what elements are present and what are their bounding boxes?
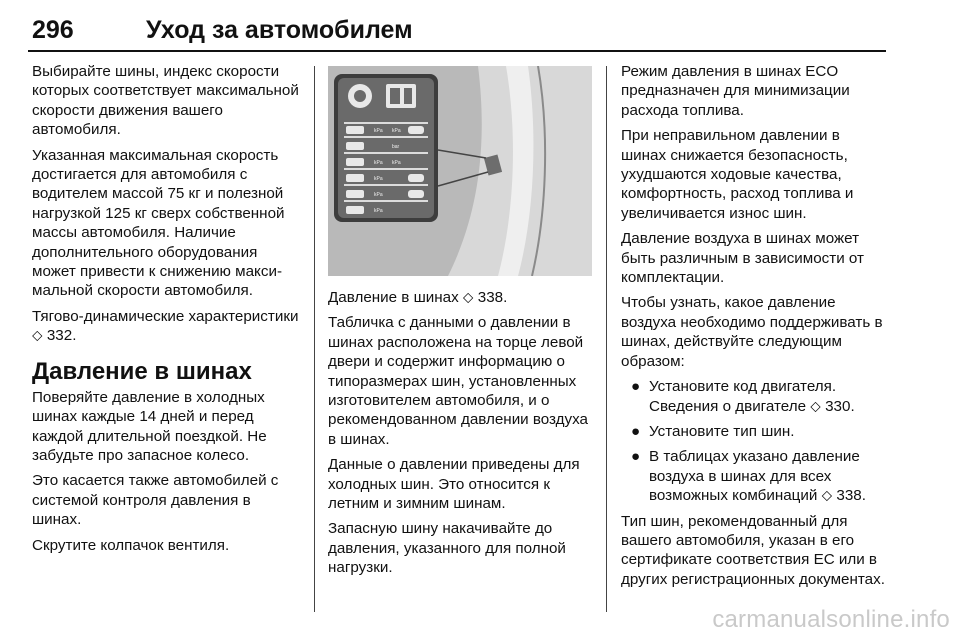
list-item-text: Установите код двигателя. Сведения о двигателе ⬦ 330. [649,378,855,415]
paragraph: Давление в шинах ⬦ 338. [328,289,508,306]
list-item [621,447,889,505]
column-divider-1 [314,66,315,612]
paragraph: Табличка с данными о давлении в шинах расположена на торце левой двери и содержит информацию о типоразмерах шин, установленных изготовителем автомобиля, и о рекомендованном давлении воздуха в шинах. [328,314,589,448]
paragraph: Тягово-динамические характеристики ⬦ 332. [32,307,299,345]
paragraph: Поверяйте давление в холодных шинах каждые 14 дней и перед каждой длительной поездкой. Не забудьте про запасное колесо. [32,388,267,464]
tire-pressure-label-illustration [328,66,592,276]
page-title: Уход за автомобилем [146,16,413,44]
paragraph: Режим давления в шинах ECO предназначен для минимизации расхода топлива. [621,63,850,119]
list-item-text: В таблицах указано давление воздуха в шинах для всех возможных комбинаций ⬦ 338. [649,448,866,505]
page-header [28,14,934,48]
bar-label: bar [392,144,400,150]
paragraph: Выбирайте шины, индекс скорости которых соответствует максимальной скорости движения вашего автомобиля. [32,63,299,139]
paragraph: Данные о давлении приведены для холодных шин. Это относится к летним и зимним шинам. [328,456,580,513]
kpa-label: kPa [392,128,401,134]
kpa-label: kPa [374,192,383,198]
bullet-icon: ● [631,448,641,466]
bullet-icon: ● [631,422,641,440]
kpa-label: kPa [374,176,383,182]
kpa-label: kPa [392,160,401,166]
paragraph: Давление воздуха в шинах может быть различным в зависимости от комплектации. [621,230,864,287]
kpa-label: kPa [374,208,383,214]
paragraph: Тип шин, рекомендованный для вашего автомобиля, указан в его сертификате соответствия ЕС или в других регистрационных документах. [621,512,885,588]
paragraph: Чтобы узнать, какое давление воздуха необходимо поддерживать в шинах, действуйте следующим образом: [621,294,883,370]
header-rule [28,50,886,52]
list-item [621,377,889,416]
paragraph: При неправильном давлении в шинах снижается безопасность, ухудшаются ходовые качества, комфортность, расход топлива и увеличивается износ шин. [621,127,854,222]
paragraph: Скрутите колпачок вентиля. [32,536,230,554]
section-heading: Давление в шинах [32,357,252,385]
list-item [621,422,889,441]
column-right [621,62,889,595]
kpa-label: kPa [374,128,383,134]
paragraph: Указанная максимальная скорость достигается для автомобиля с водителем массой 75 кг и полезной нагрузкой 125 кг сверх собственной массы автомобиля. Наличие дополнительного оборудования может привести к снижению максимальной скорости автомобиля. [32,146,285,300]
kpa-label: kPa [374,160,383,166]
page-number: 296 [32,16,74,44]
bullet-icon: ● [631,378,641,396]
watermark: carmanualsonline.info [712,606,950,633]
paragraph: Это касается также автомобилей с системой контроля давления в шинах. [32,472,279,529]
column-middle [328,288,594,584]
column-left [32,62,302,561]
paragraph: Запасную шину накачивайте до давления, указанного для полной нагрузки. [328,520,566,577]
list-item-text: Установите тип шин. [649,422,795,440]
column-divider-2 [606,66,607,612]
step-list [621,377,889,505]
